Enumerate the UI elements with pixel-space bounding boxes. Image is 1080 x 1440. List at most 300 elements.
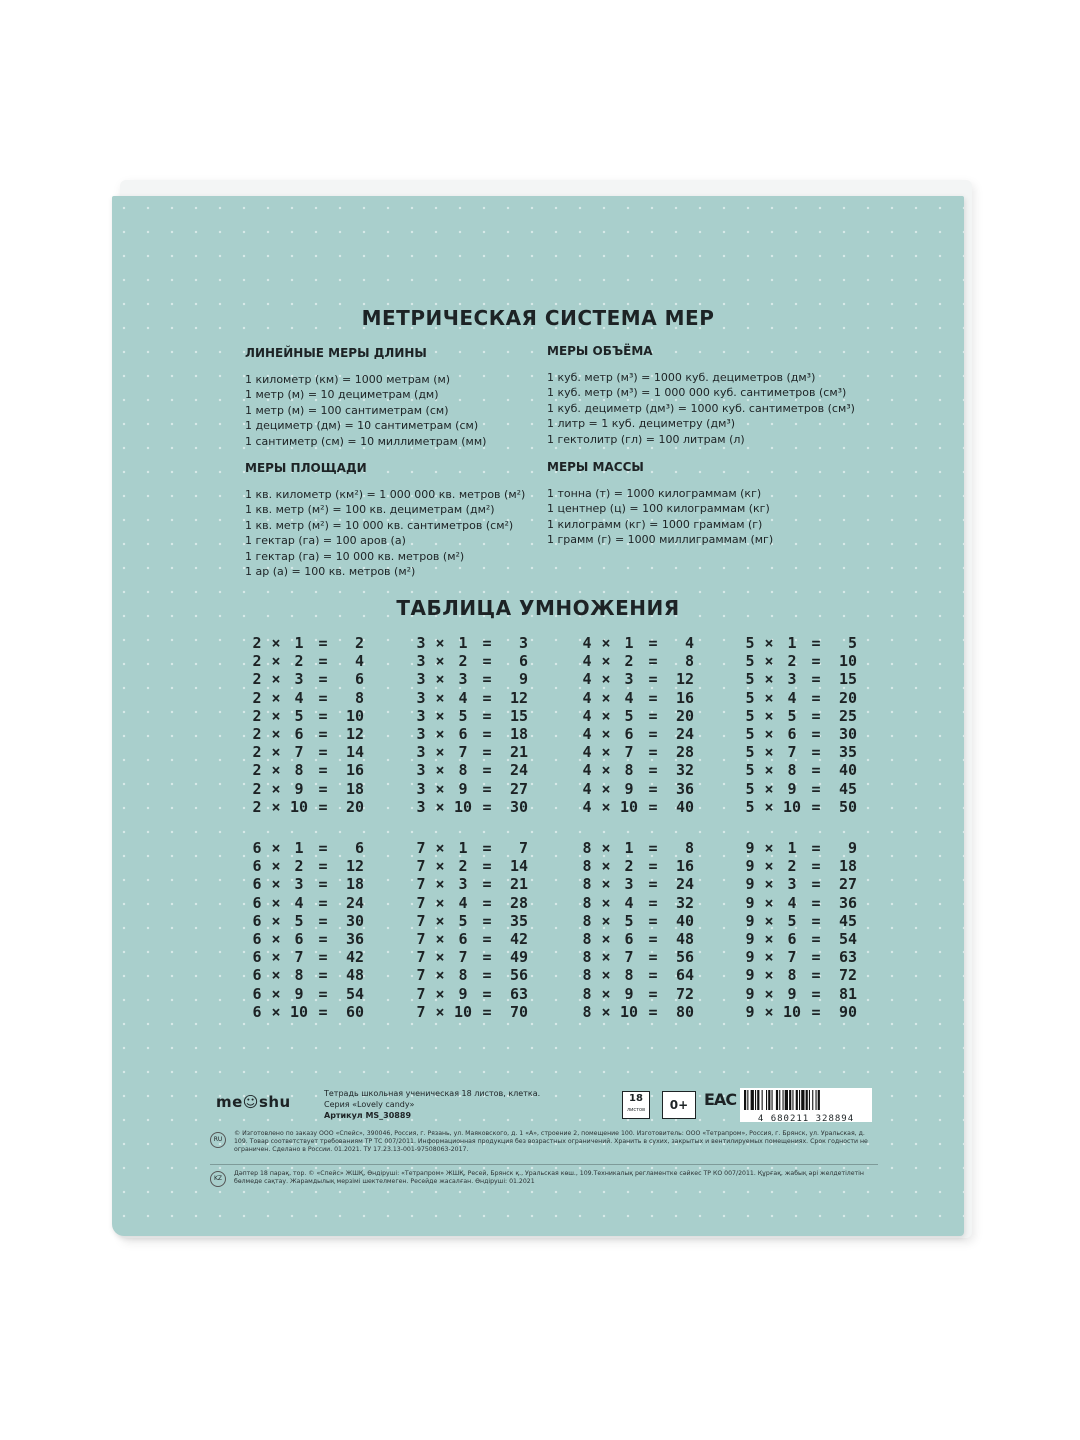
mult-cell: = bbox=[318, 911, 328, 930]
mult-cell: 4 bbox=[294, 893, 304, 912]
mult-cell: × bbox=[435, 966, 445, 985]
mult-cell: 81 bbox=[838, 984, 857, 1003]
mult-cell: 6 bbox=[458, 929, 468, 948]
section-area-heading: МЕРЫ ПЛОЩАДИ bbox=[245, 461, 367, 475]
mult-row bbox=[580, 839, 694, 857]
mult-cell: 10 bbox=[782, 1002, 802, 1021]
mult-cell: 8 bbox=[582, 911, 592, 930]
mult-cell: = bbox=[482, 688, 492, 707]
mult-row bbox=[250, 1003, 364, 1021]
measure-line: 1 куб. метр (м³) = 1000 куб. дециметров (дм³) bbox=[547, 371, 816, 384]
mult-cell: × bbox=[435, 634, 445, 652]
mult-cell: × bbox=[764, 670, 774, 689]
mult-cell: 1 bbox=[458, 839, 468, 857]
mult-cell: × bbox=[601, 779, 611, 798]
mult-cell: × bbox=[435, 652, 445, 671]
mult-cell: 54 bbox=[345, 984, 364, 1003]
mult-row bbox=[250, 798, 364, 816]
mult-cell: 2 bbox=[252, 652, 262, 671]
mult-cell: 4 bbox=[624, 688, 634, 707]
mult-cell: 28 bbox=[509, 893, 528, 912]
mult-cell: 2 bbox=[458, 857, 468, 876]
mult-row bbox=[580, 985, 694, 1003]
mult-cell: 5 bbox=[745, 779, 755, 798]
mult-cell: 14 bbox=[345, 743, 364, 762]
mult-cell: 8 bbox=[582, 1002, 592, 1021]
footer bbox=[112, 1076, 964, 1236]
barcode-bar bbox=[744, 1090, 746, 1110]
mult-cell: × bbox=[601, 652, 611, 671]
mult-cell: × bbox=[271, 984, 281, 1003]
mult-cell: = bbox=[318, 857, 328, 876]
mult-cell: 6 bbox=[252, 929, 262, 948]
mult-cell: 10 bbox=[453, 1002, 473, 1021]
lang-ru-icon: RU bbox=[210, 1132, 226, 1148]
mult-cell: 45 bbox=[838, 911, 857, 930]
barcode-bar bbox=[806, 1090, 808, 1110]
mult-cell: = bbox=[811, 984, 821, 1003]
mult-cell: 24 bbox=[675, 724, 694, 743]
mult-cell: 4 bbox=[582, 797, 592, 816]
mult-row bbox=[250, 670, 364, 688]
mult-cell: 7 bbox=[416, 948, 426, 967]
mult-cell: = bbox=[811, 1002, 821, 1021]
mult-cell: 7 bbox=[416, 875, 426, 894]
mult-cell: 6 bbox=[518, 652, 528, 671]
mult-cell: 24 bbox=[345, 893, 364, 912]
mult-cell: 8 bbox=[582, 984, 592, 1003]
mult-cell: 3 bbox=[416, 779, 426, 798]
product-info bbox=[324, 1088, 540, 1121]
mult-cell: × bbox=[271, 839, 281, 857]
mult-cell: × bbox=[271, 911, 281, 930]
mult-cell: 2 bbox=[252, 797, 262, 816]
mult-cell: 9 bbox=[787, 779, 797, 798]
mult-cell: × bbox=[435, 984, 445, 1003]
mult-cell: × bbox=[271, 634, 281, 652]
mult-cell: = bbox=[318, 948, 328, 967]
mult-cell: × bbox=[271, 652, 281, 671]
mult-cell: 9 bbox=[745, 1002, 755, 1021]
mult-cell: 20 bbox=[838, 688, 857, 707]
section-area-lines bbox=[245, 487, 525, 579]
mult-cell: 16 bbox=[675, 857, 694, 876]
mult-cell: 6 bbox=[624, 929, 634, 948]
mult-cell: 20 bbox=[675, 706, 694, 725]
mult-cell: 4 bbox=[582, 761, 592, 780]
notebook-back-cover bbox=[112, 196, 964, 1236]
mult-cell: 8 bbox=[624, 761, 634, 780]
mult-cell: × bbox=[764, 743, 774, 762]
mult-cell: 4 bbox=[582, 634, 592, 652]
mult-cell: 9 bbox=[745, 984, 755, 1003]
mult-row bbox=[743, 985, 857, 1003]
mult-row bbox=[414, 634, 528, 652]
mult-cell: = bbox=[318, 634, 328, 652]
mult-cell: 2 bbox=[294, 652, 304, 671]
mult-cell: 20 bbox=[345, 797, 364, 816]
mult-cell: = bbox=[318, 743, 328, 762]
mult-row bbox=[250, 912, 364, 930]
mult-cell: 9 bbox=[458, 984, 468, 1003]
measure-line: 1 килограмм (кг) = 1000 граммам (г) bbox=[547, 517, 763, 531]
product-article: Артикул MS_30889 bbox=[324, 1111, 412, 1120]
mult-cell: 2 bbox=[354, 634, 364, 652]
sheets-count-value: 18 bbox=[629, 1093, 643, 1104]
mult-cell: 7 bbox=[294, 743, 304, 762]
mult-cell: 3 bbox=[416, 634, 426, 652]
mult-cell: 8 bbox=[624, 966, 634, 985]
mult-cell: 3 bbox=[458, 875, 468, 894]
mult-row bbox=[250, 839, 364, 857]
measure-line: 1 километр (км) = 1000 метрам (м) bbox=[245, 373, 451, 386]
mult-cell: 6 bbox=[294, 929, 304, 948]
mult-cell: = bbox=[811, 857, 821, 876]
mult-cell: = bbox=[482, 857, 492, 876]
section-mass bbox=[547, 460, 773, 548]
mult-cell: 42 bbox=[345, 948, 364, 967]
mult-cell: 4 bbox=[684, 634, 694, 652]
mult-cell: 7 bbox=[416, 857, 426, 876]
mult-cell: × bbox=[601, 797, 611, 816]
mult-cell: 3 bbox=[294, 875, 304, 894]
mult-row bbox=[414, 1003, 528, 1021]
measure-line: 1 гектар (га) = 10 000 кв. метров (м²) bbox=[245, 549, 465, 563]
mult-cell: 4 bbox=[582, 652, 592, 671]
mult-cell: 5 bbox=[745, 634, 755, 652]
mult-row bbox=[250, 780, 364, 798]
mult-cell: 7 bbox=[294, 948, 304, 967]
mult-cell: 36 bbox=[345, 929, 364, 948]
mult-cell: 9 bbox=[294, 984, 304, 1003]
product-line-2: Серия «Lovely candy» bbox=[324, 1100, 415, 1109]
mult-cell: = bbox=[648, 688, 658, 707]
mult-cell: 1 bbox=[294, 839, 304, 857]
barcode-bar bbox=[801, 1090, 804, 1110]
mult-row bbox=[414, 798, 528, 816]
mult-cell: = bbox=[648, 984, 658, 1003]
mult-cell: 6 bbox=[252, 839, 262, 857]
mult-cell: = bbox=[482, 984, 492, 1003]
mult-cell: × bbox=[271, 743, 281, 762]
mult-row bbox=[414, 839, 528, 857]
mult-cell: 32 bbox=[675, 761, 694, 780]
mult-cell: 2 bbox=[252, 634, 262, 652]
mult-cell: 7 bbox=[416, 1002, 426, 1021]
mult-cell: 63 bbox=[838, 948, 857, 967]
barcode-bar bbox=[768, 1090, 770, 1110]
mult-row bbox=[580, 670, 694, 688]
mult-cell: 5 bbox=[745, 724, 755, 743]
barcode-bar bbox=[757, 1090, 759, 1110]
multiplication-title: ТАБЛИЦА УМНОЖЕНИЯ bbox=[396, 596, 680, 620]
mult-cell: = bbox=[482, 948, 492, 967]
mult-cell: × bbox=[271, 779, 281, 798]
mult-cell: = bbox=[811, 797, 821, 816]
mult-cell: 2 bbox=[252, 706, 262, 725]
mult-row bbox=[743, 743, 857, 761]
mult-cell: 4 bbox=[624, 893, 634, 912]
mult-cell: × bbox=[601, 839, 611, 857]
mult-cell: = bbox=[482, 839, 492, 857]
mult-cell: 4 bbox=[582, 724, 592, 743]
mult-cell: 2 bbox=[787, 857, 797, 876]
mult-cell: × bbox=[271, 761, 281, 780]
mult-cell: 70 bbox=[509, 1002, 528, 1021]
mult-row bbox=[250, 652, 364, 670]
mult-cell: 2 bbox=[252, 761, 262, 780]
mult-cell: × bbox=[601, 893, 611, 912]
mult-cell: 10 bbox=[289, 797, 309, 816]
mult-cell: 3 bbox=[458, 670, 468, 689]
mult-cell: 3 bbox=[416, 652, 426, 671]
mult-cell: = bbox=[811, 966, 821, 985]
mult-cell: 7 bbox=[458, 743, 468, 762]
mult-cell: × bbox=[271, 706, 281, 725]
mult-cell: 7 bbox=[416, 911, 426, 930]
mult-row bbox=[580, 930, 694, 948]
mult-cell: 3 bbox=[624, 670, 634, 689]
barcode-bar bbox=[776, 1090, 778, 1110]
mult-cell: = bbox=[648, 797, 658, 816]
mult-cell: = bbox=[811, 706, 821, 725]
mult-cell: = bbox=[648, 652, 658, 671]
mult-cell: 1 bbox=[787, 634, 797, 652]
mult-cell: 18 bbox=[509, 724, 528, 743]
mult-cell: 7 bbox=[416, 893, 426, 912]
mult-cell: = bbox=[482, 652, 492, 671]
mult-cell: 5 bbox=[294, 706, 304, 725]
mult-cell: × bbox=[764, 688, 774, 707]
mult-cell: 16 bbox=[675, 688, 694, 707]
mult-cell: 63 bbox=[509, 984, 528, 1003]
mult-cell: 30 bbox=[838, 724, 857, 743]
mult-table-8 bbox=[580, 839, 694, 1021]
mult-cell: 12 bbox=[345, 857, 364, 876]
barcode-bar bbox=[818, 1090, 820, 1110]
mult-cell: = bbox=[318, 724, 328, 743]
mult-cell: 6 bbox=[252, 875, 262, 894]
mult-cell: = bbox=[482, 743, 492, 762]
mult-cell: 7 bbox=[787, 948, 797, 967]
mult-row bbox=[250, 985, 364, 1003]
mult-cell: 18 bbox=[345, 875, 364, 894]
mult-cell: 9 bbox=[518, 670, 528, 689]
mult-cell: = bbox=[318, 761, 328, 780]
section-volume-lines bbox=[547, 370, 855, 447]
mult-cell: 6 bbox=[252, 948, 262, 967]
mult-cell: × bbox=[601, 634, 611, 652]
mult-cell: 4 bbox=[787, 688, 797, 707]
mult-cell: = bbox=[811, 911, 821, 930]
mult-cell: = bbox=[482, 911, 492, 930]
mult-row bbox=[414, 725, 528, 743]
mult-cell: 60 bbox=[345, 1002, 364, 1021]
mult-cell: = bbox=[648, 724, 658, 743]
mult-cell: 6 bbox=[354, 670, 364, 689]
mult-cell: 64 bbox=[675, 966, 694, 985]
mult-cell: 56 bbox=[675, 948, 694, 967]
barcode-bar bbox=[792, 1090, 793, 1110]
mult-cell: 9 bbox=[294, 779, 304, 798]
mult-cell: × bbox=[601, 857, 611, 876]
mult-cell: 5 bbox=[458, 706, 468, 725]
mult-cell: 5 bbox=[787, 911, 797, 930]
mult-cell: 9 bbox=[745, 948, 755, 967]
mult-cell: × bbox=[435, 893, 445, 912]
measure-line: 1 грамм (г) = 1000 миллиграммам (мг) bbox=[547, 533, 774, 547]
mult-cell: × bbox=[764, 761, 774, 780]
mult-cell: 4 bbox=[458, 688, 468, 707]
mult-cell: 30 bbox=[509, 797, 528, 816]
mult-cell: × bbox=[764, 875, 774, 894]
mult-cell: × bbox=[764, 893, 774, 912]
mult-cell: 9 bbox=[624, 779, 634, 798]
mult-cell: 2 bbox=[252, 670, 262, 689]
mult-cell: 10 bbox=[619, 1002, 639, 1021]
mult-cell: = bbox=[811, 652, 821, 671]
mult-row bbox=[414, 894, 528, 912]
mult-cell: 5 bbox=[745, 743, 755, 762]
metric-system-title: МЕТРИЧЕСКАЯ СИСТЕМА МЕР bbox=[361, 306, 715, 330]
mult-cell: = bbox=[648, 966, 658, 985]
mult-cell: 2 bbox=[252, 724, 262, 743]
mult-cell: 90 bbox=[838, 1002, 857, 1021]
mult-cell: × bbox=[435, 911, 445, 930]
barcode-bar bbox=[809, 1090, 810, 1110]
mult-row bbox=[580, 912, 694, 930]
mult-cell: 5 bbox=[847, 634, 857, 652]
mult-cell: 8 bbox=[684, 839, 694, 857]
barcode-bar bbox=[789, 1090, 791, 1110]
mult-cell: 9 bbox=[745, 929, 755, 948]
mult-row bbox=[743, 948, 857, 966]
mult-cell: 4 bbox=[458, 893, 468, 912]
mult-cell: 6 bbox=[252, 857, 262, 876]
mult-row bbox=[250, 689, 364, 707]
mult-cell: × bbox=[764, 1002, 774, 1021]
barcode-bar bbox=[772, 1090, 773, 1110]
mult-row bbox=[250, 894, 364, 912]
mult-cell: 10 bbox=[619, 797, 639, 816]
mult-row bbox=[250, 743, 364, 761]
mult-cell: 8 bbox=[458, 966, 468, 985]
mult-cell: = bbox=[811, 948, 821, 967]
mult-cell: 7 bbox=[416, 984, 426, 1003]
barcode-bar bbox=[766, 1090, 767, 1110]
measure-line: 1 куб. метр (м³) = 1 000 000 куб. сантиметров (см³) bbox=[547, 386, 847, 400]
mult-cell: × bbox=[271, 948, 281, 967]
mult-cell: 7 bbox=[787, 743, 797, 762]
mult-table-6 bbox=[250, 839, 364, 1021]
mult-row bbox=[743, 725, 857, 743]
mult-cell: 10 bbox=[345, 706, 364, 725]
mult-cell: × bbox=[271, 929, 281, 948]
mult-cell: × bbox=[601, 1002, 611, 1021]
mult-row bbox=[250, 948, 364, 966]
measure-line: 1 кв. километр (км²) = 1 000 000 кв. метров (м²) bbox=[245, 488, 526, 501]
mult-cell: 9 bbox=[745, 893, 755, 912]
mult-cell: = bbox=[318, 706, 328, 725]
mult-cell: × bbox=[764, 652, 774, 671]
mult-cell: × bbox=[764, 779, 774, 798]
barcode-bar bbox=[762, 1090, 763, 1110]
brand-logo: me☺shu bbox=[216, 1093, 291, 1111]
mult-cell: 6 bbox=[252, 966, 262, 985]
mult-cell: 4 bbox=[294, 688, 304, 707]
mult-cell: 9 bbox=[624, 984, 634, 1003]
mult-cell: = bbox=[318, 929, 328, 948]
mult-cell: = bbox=[648, 779, 658, 798]
mult-table-3 bbox=[414, 634, 528, 816]
mult-cell: = bbox=[318, 688, 328, 707]
mult-row bbox=[414, 761, 528, 779]
mult-cell: 18 bbox=[838, 857, 857, 876]
eac-mark: EAC bbox=[704, 1090, 737, 1109]
age-rating-badge: 0+ bbox=[662, 1091, 696, 1119]
mult-cell: 3 bbox=[416, 670, 426, 689]
mult-cell: 8 bbox=[684, 652, 694, 671]
mult-cell: 9 bbox=[745, 857, 755, 876]
mult-cell: 36 bbox=[675, 779, 694, 798]
mult-cell: 12 bbox=[675, 670, 694, 689]
mult-row bbox=[414, 966, 528, 984]
mult-cell: 8 bbox=[582, 875, 592, 894]
barcode-bar bbox=[783, 1090, 784, 1110]
mult-row bbox=[250, 634, 364, 652]
mult-cell: × bbox=[435, 948, 445, 967]
mult-row bbox=[743, 689, 857, 707]
mult-cell: 3 bbox=[416, 743, 426, 762]
mult-cell: 49 bbox=[509, 948, 528, 967]
mult-table-5 bbox=[743, 634, 857, 816]
mult-cell: 6 bbox=[458, 724, 468, 743]
mult-row bbox=[580, 780, 694, 798]
mult-cell: = bbox=[811, 893, 821, 912]
mult-cell: × bbox=[764, 984, 774, 1003]
mult-cell: 56 bbox=[509, 966, 528, 985]
barcode-bar bbox=[816, 1090, 817, 1110]
mult-row bbox=[743, 930, 857, 948]
barcode-bar bbox=[751, 1090, 754, 1110]
mult-cell: × bbox=[601, 966, 611, 985]
mult-cell: 48 bbox=[345, 966, 364, 985]
mult-cell: × bbox=[601, 670, 611, 689]
mult-cell: = bbox=[648, 761, 658, 780]
mult-cell: 36 bbox=[838, 893, 857, 912]
mult-cell: × bbox=[271, 1002, 281, 1021]
section-area bbox=[245, 461, 525, 579]
mult-cell: 54 bbox=[838, 929, 857, 948]
mult-cell: × bbox=[435, 1002, 445, 1021]
mult-cell: × bbox=[435, 857, 445, 876]
mult-cell: × bbox=[271, 875, 281, 894]
measure-line: 1 кв. метр (м²) = 100 кв. дециметрам (дм²) bbox=[245, 503, 495, 517]
mult-row bbox=[580, 725, 694, 743]
mult-cell: 4 bbox=[582, 706, 592, 725]
measure-line: 1 дециметр (дм) = 10 сантиметрам (см) bbox=[245, 419, 479, 433]
mult-cell: 9 bbox=[458, 779, 468, 798]
mult-cell: 2 bbox=[624, 652, 634, 671]
mult-cell: 5 bbox=[745, 706, 755, 725]
mult-cell: × bbox=[435, 779, 445, 798]
mult-cell: = bbox=[811, 743, 821, 762]
mult-cell: 4 bbox=[582, 743, 592, 762]
mult-cell: 32 bbox=[675, 893, 694, 912]
barcode-bar bbox=[796, 1090, 798, 1110]
mult-row bbox=[580, 743, 694, 761]
mult-row bbox=[580, 857, 694, 875]
